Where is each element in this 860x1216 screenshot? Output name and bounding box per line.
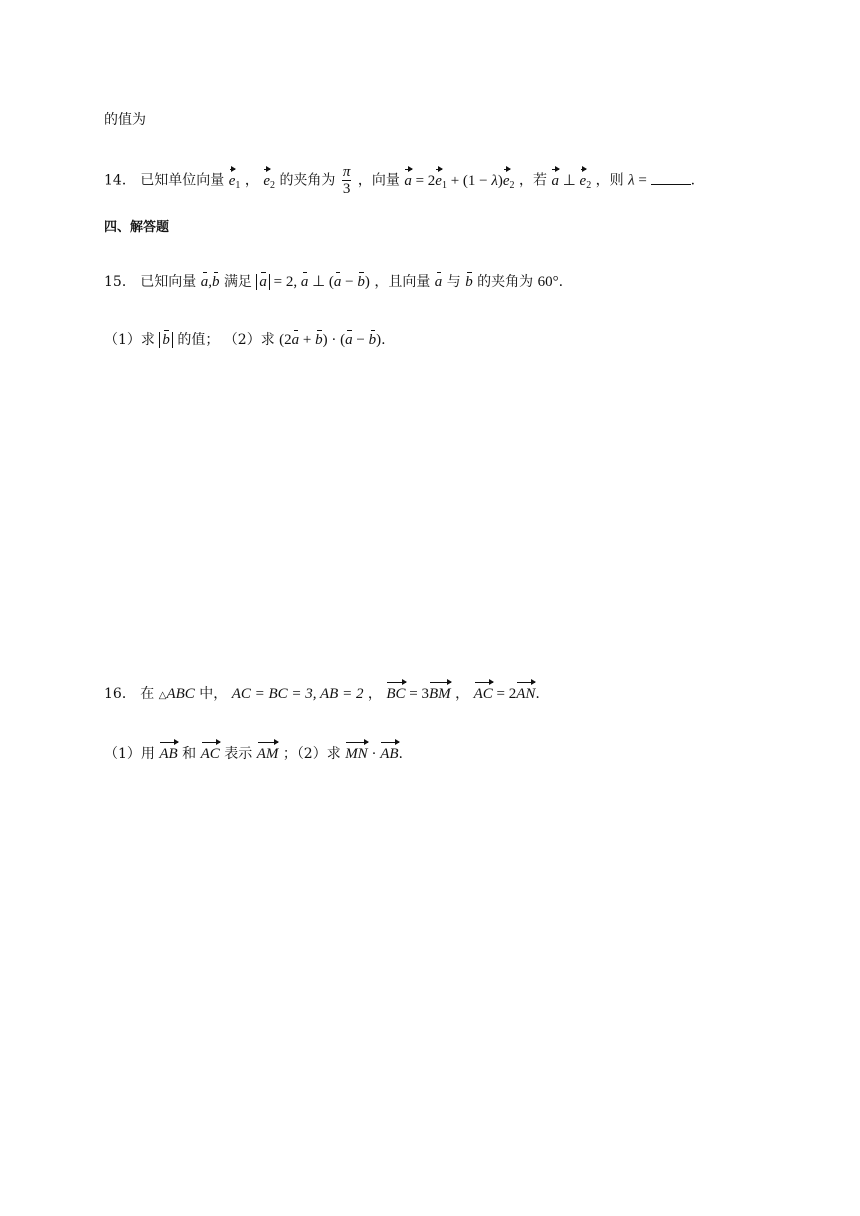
question-number: 14．	[104, 172, 136, 189]
question-15: 15． 已知向量 a,b 满足 a = 2, a ⊥ (a − b) ，且向量 a 与 b 的夹角为 60°.	[104, 274, 564, 290]
math-vector-b: b	[465, 274, 473, 290]
math-vector-a: a	[434, 274, 443, 290]
math-fraction-pi-3: $\frac{\pi}{3}$	[342, 164, 351, 197]
math-vector-relation-1: BC = 3BM	[386, 686, 450, 702]
math-condition: a = 2, a ⊥ (a − b)	[256, 274, 370, 290]
math-dot-product: (2a + b) · (a − b)	[279, 332, 382, 348]
math-dot-product: MN · AB	[345, 746, 398, 762]
math-vector-ac: AC	[201, 740, 220, 764]
question-text: 已知单位向量	[140, 172, 225, 189]
math-vector-e2: $e_2$	[263, 173, 275, 189]
answer-blank[interactable]	[651, 172, 691, 185]
math-perp-condition: a ⊥ $e_2$	[551, 173, 591, 189]
question-16-subparts: （1）用 AB 和 AC 表示 AM ；（2）求 MN · AB.	[104, 740, 403, 764]
math-expression-a: $a = 2e_1 + (1 - \lambda)e_2$	[404, 173, 514, 189]
question-number: 15．	[104, 274, 136, 290]
triangle-icon: △	[158, 690, 167, 701]
math-vector-ab: AB	[159, 740, 177, 764]
math-vector-am: AM	[257, 740, 279, 764]
section-heading: 四、解答题	[104, 220, 170, 235]
math-vector-e1: $e_1$	[229, 173, 241, 189]
question-number: 16．	[104, 686, 136, 702]
question-16: 16． 在 △ABC 中， AC = BC = 3, AB = 2 ， BC = 3BM ， AC = 2AN.	[104, 680, 540, 706]
math-angle: 60°	[537, 274, 559, 290]
math-vector-relation-2: AC = 2AN	[474, 686, 536, 702]
math-abs-b: b	[159, 332, 173, 348]
math-vectors-a-b: a,b	[200, 274, 220, 290]
question-14: 14． 已知单位向量 $e_1$ ， $e_2$ 的夹角为 $\frac{\pi}{3}$ ，向量 $a = 2e_1 + (1 - \lambda)e_2$ ，若 a ⊥ $e_2$ ，则 λ = .	[104, 164, 696, 197]
page-fragment: 的值为	[104, 112, 146, 128]
math-condition: AC = BC = 3, AB = 2	[231, 686, 364, 702]
question-15-subparts: （1）求 b 的值； （2）求 (2a + b) · (a − b).	[104, 332, 386, 348]
